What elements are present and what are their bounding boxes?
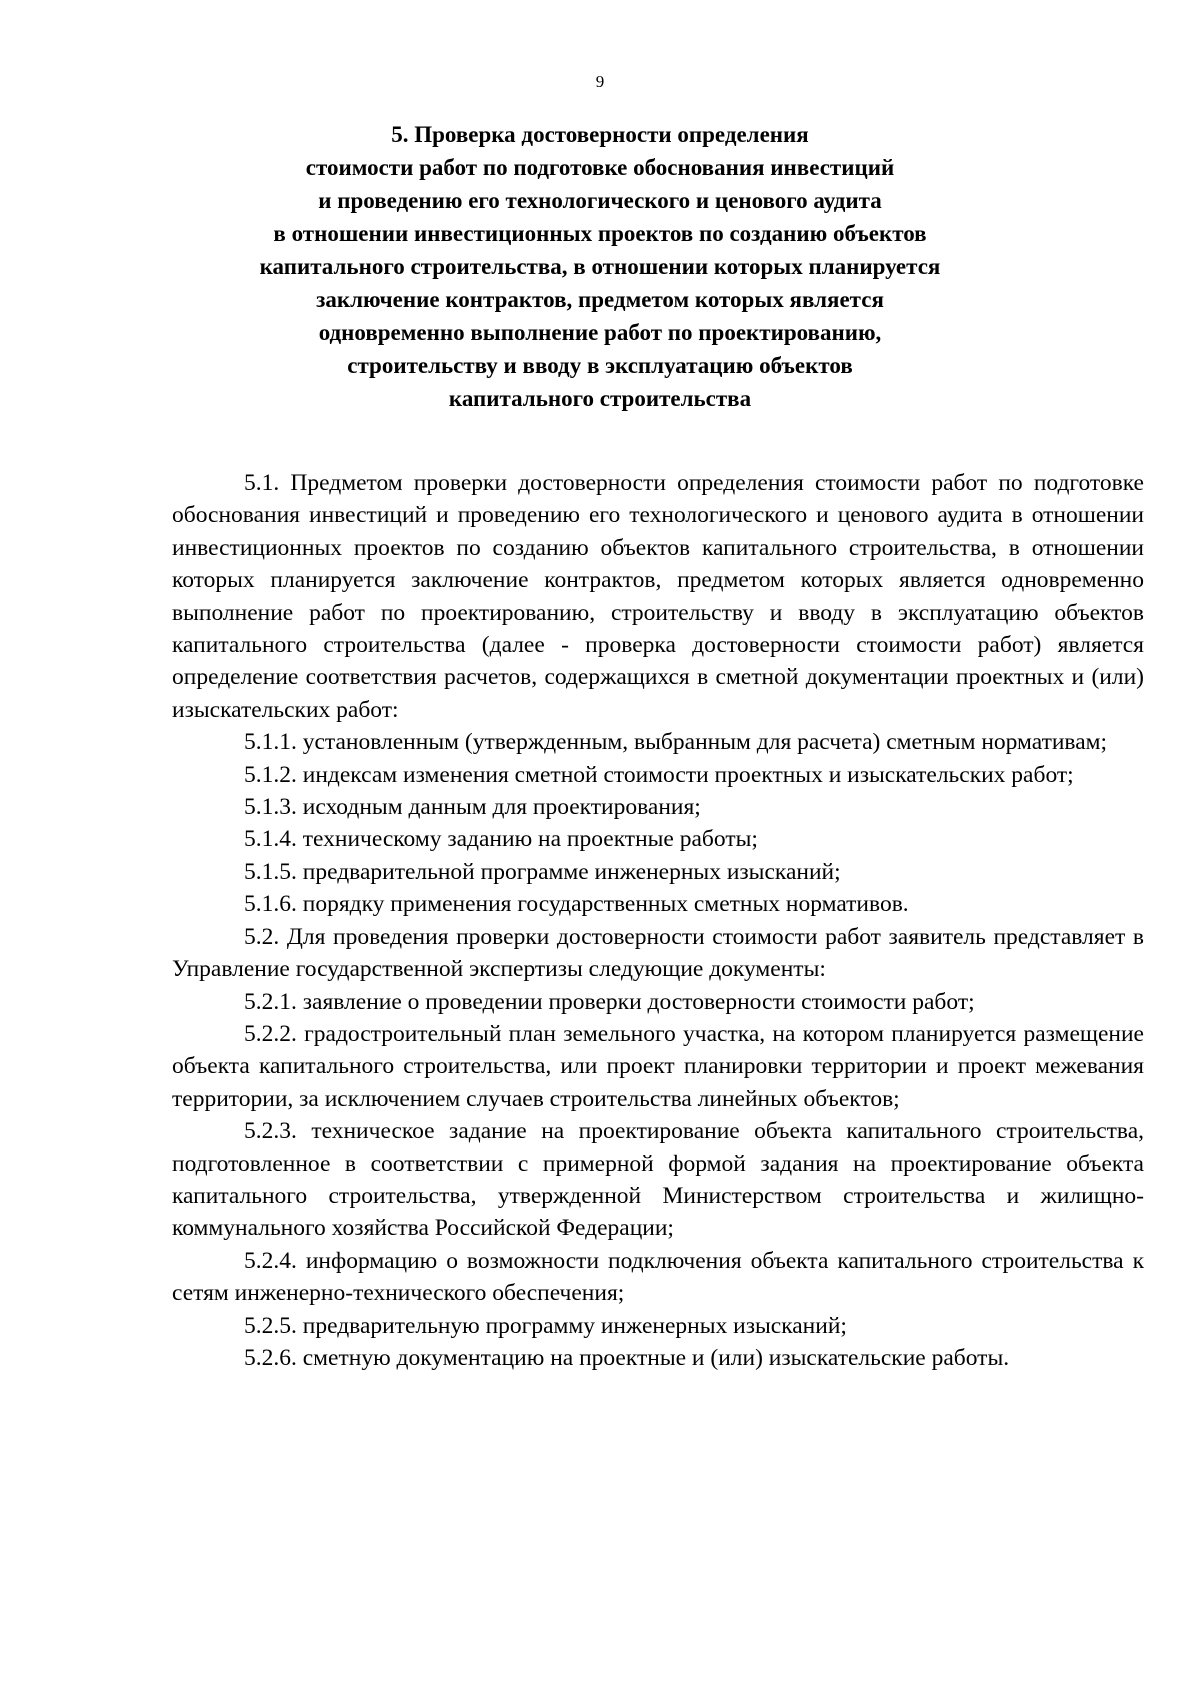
paragraph-5-2-4: 5.2.4. информацию о возможности подключения объекта капитального строительства к сетям инженерно-технического обеспечения; [172,1247,1144,1307]
page-number: 9 [595,72,605,91]
heading-line: одновременно выполнение работ по проектированию, [318,320,882,345]
paragraph-5-1-5: 5.1.5. предварительной программе инженерных изысканий; [244,858,841,885]
paragraph-5-1: 5.1. Предметом проверки достоверности определения стоимости работ по подготовке обоснования инвестиций и проведению его технологического и ценового аудита в отношении инвестиционных проектов по созданию объектов капитального строительства, в отношении которых планируется заключение контрактов, предметом которых является одновременно выполнение работ по проектированию, строительству и вводу в эксплуатацию объектов капитального строительства (далее - проверка достоверности стоимости работ) является определение соответствия расчетов, содержащихся в сметной документации проектных и (или) изыскательских работ: [172,470,1144,723]
heading-line: строительству и вводу в эксплуатацию объектов [347,353,853,378]
paragraph-5-2-5: 5.2.5. предварительную программу инженерных изысканий; [244,1312,847,1339]
paragraph-5-2: 5.2. Для проведения проверки достоверности стоимости работ заявитель представляет в Управление государственной экспертизы следующие документы: [172,923,1144,983]
paragraph-5-1-2: 5.1.2. индексам изменения сметной стоимости проектных и изыскательских работ; [244,761,1074,788]
heading-line: стоимости работ по подготовке обоснования инвестиций [305,155,895,180]
paragraph-5-1-1: 5.1.1. установленным (утвержденным, выбранным для расчета) сметным нормативам; [244,729,1108,756]
paragraph-5-2-2: 5.2.2. градостроительный план земельного участка, на котором планируется размещение объекта капитального строительства, или проект планировки территории и проект межевания территории, за исключением случаев строительства линейных объектов; [172,1020,1144,1112]
section-heading [200,118,1000,415]
heading-line: заключение контрактов, предметом которых является [316,287,884,312]
paragraph-5-1-6: 5.1.6. порядку применения государственных сметных нормативов. [244,891,909,918]
heading-line: капитального строительства [448,386,752,411]
heading-line: капитального строительства, в отношении которых планируется [259,254,941,279]
paragraph-5-1-4: 5.1.4. техническому заданию на проектные работы; [244,826,758,853]
paragraph-5-2-6: 5.2.6. сметную документацию на проектные и (или) изыскательские работы. [244,1344,1010,1371]
heading-line: в отношении инвестиционных проектов по созданию объектов [273,221,927,246]
document-body [172,467,1144,1374]
heading-line: 5. Проверка достоверности определения [391,122,809,147]
paragraph-5-1-3: 5.1.3. исходным данным для проектирования; [244,794,701,821]
heading-line: и проведению его технологического и ценового аудита [318,188,882,213]
paragraph-5-2-3: 5.2.3. техническое задание на проектирование объекта капитального строительства, подготовленное в соответствии с примерной формой задания на проектирование объекта капитального строительства, утвержденной Министерством строительства и жилищно-коммунального хозяйства Российской Федерации; [172,1118,1144,1242]
paragraph-5-2-1: 5.2.1. заявление о проведении проверки достоверности стоимости работ; [244,988,975,1015]
